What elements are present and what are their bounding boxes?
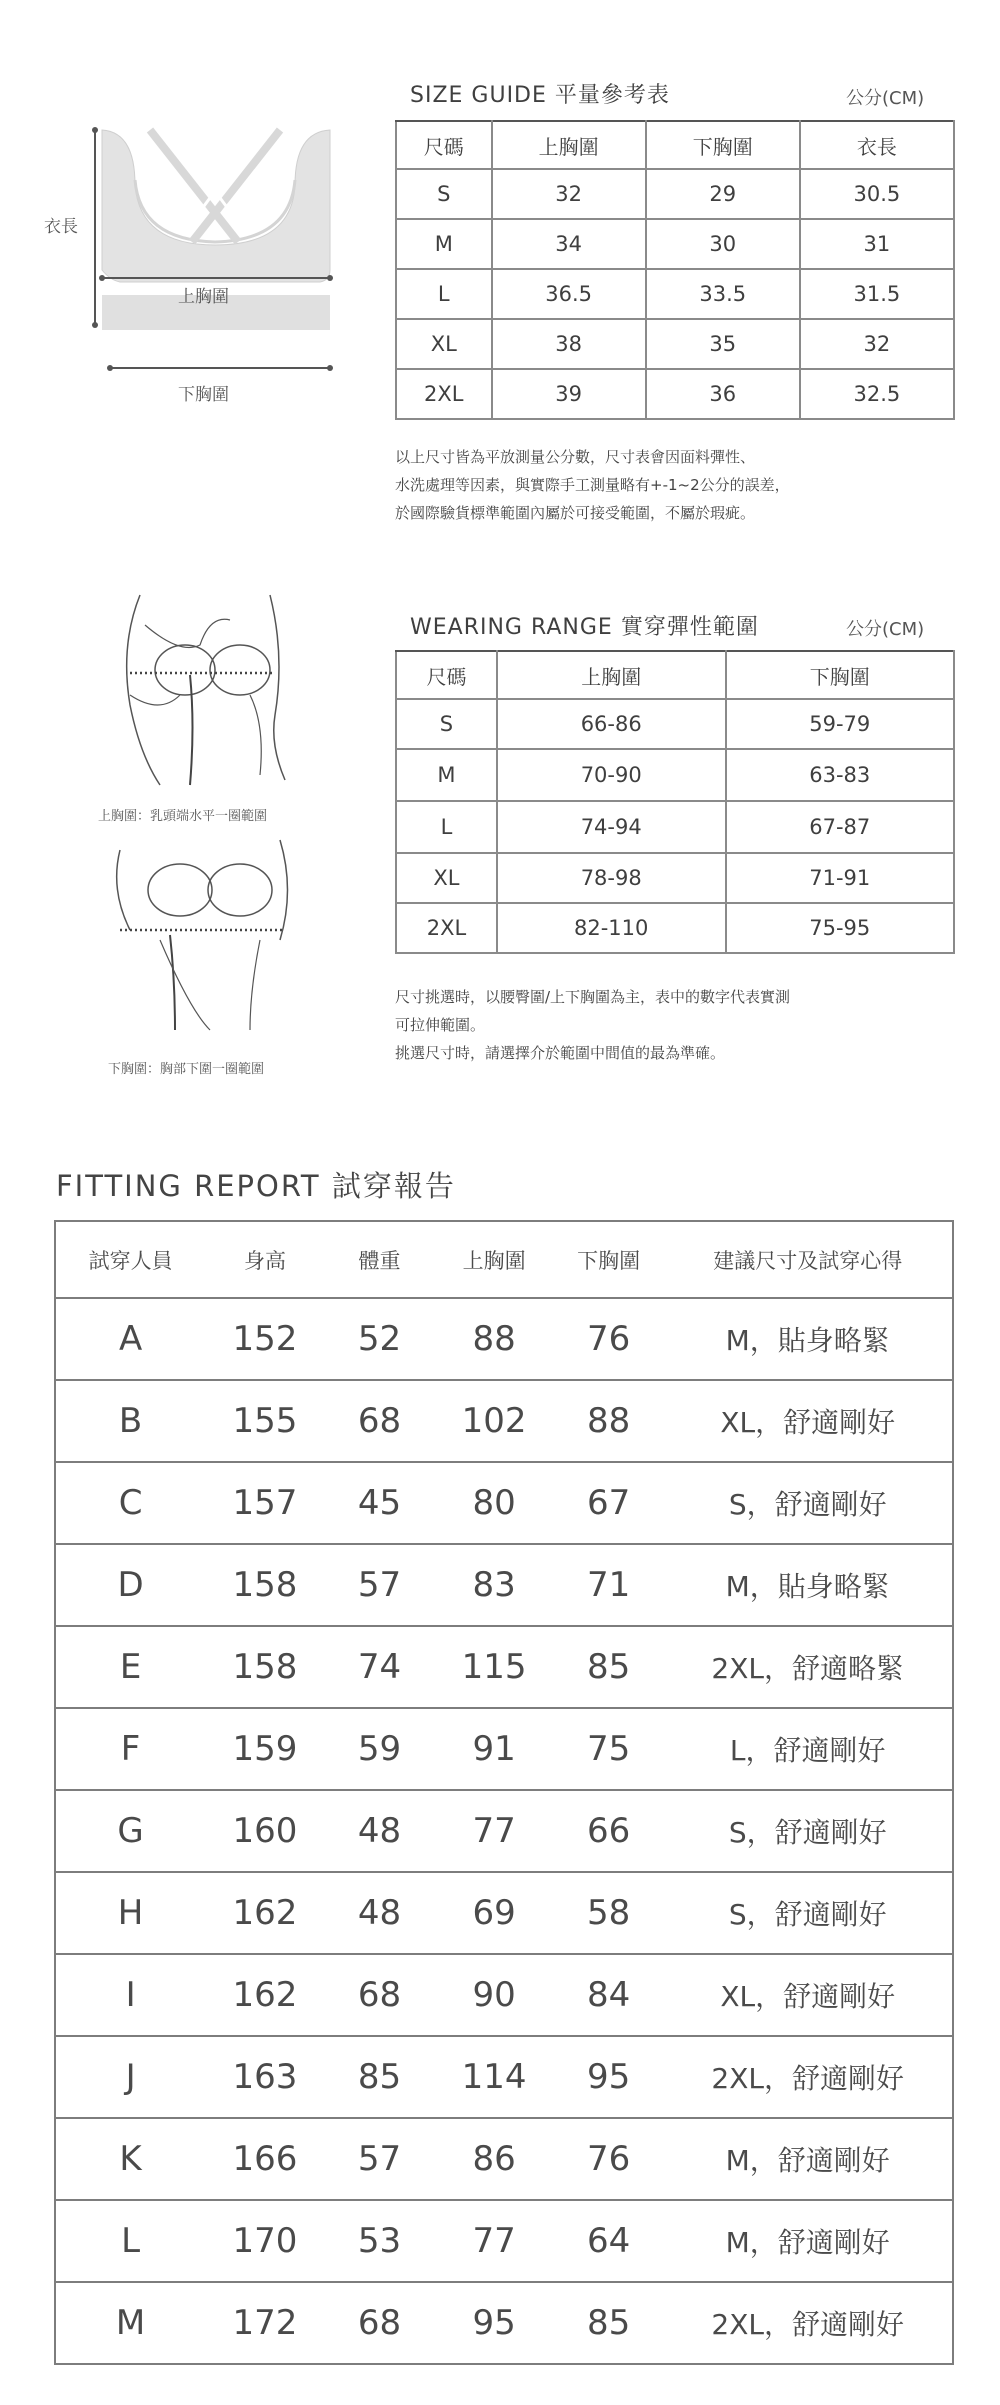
cell: 38 [492,319,646,369]
table-header-row [396,651,954,699]
header-underbust: 下胸圍 [726,651,955,699]
note-line: 以上尺寸皆為平放測量公分數，尺寸表會因面料彈性、 [395,448,756,466]
wearing-range-unit: 公分(CM) [846,619,925,640]
cell: F [55,1708,205,1790]
cell: L [396,801,497,853]
cell: 68 [325,1954,435,2036]
size-guide-table [395,120,955,420]
cell: XL [396,853,497,903]
cell: L，舒適剛好 [663,1708,953,1790]
cell: H [55,1872,205,1954]
table-row [55,1790,953,1872]
note-line: 挑選尺寸時，請選擇介於範圍中間值的最為準確。 [395,1044,726,1062]
cell: 155 [205,1380,325,1462]
cell: 69 [434,1872,554,1954]
cell: 59-79 [726,699,955,749]
table-row [55,2200,953,2282]
table-row [396,269,954,319]
cell: D [55,1544,205,1626]
bust-label: 上胸圍 [178,287,229,307]
cell: 83 [434,1544,554,1626]
cell: 48 [325,1790,435,1872]
cell: 64 [554,2200,664,2282]
cell: S [396,699,497,749]
cell: 48 [325,1872,435,1954]
cell: XL，舒適剛好 [663,1954,953,2036]
table-row [55,1544,953,1626]
table-row [55,1380,953,1462]
fitting-report-title: FITTING REPORT 試穿報告 [56,1169,456,1203]
cell: 31 [800,219,954,269]
table-row [55,1708,953,1790]
header-recommendation: 建議尺寸及試穿心得 [663,1221,953,1298]
cell: 2XL，舒適略緊 [663,1626,953,1708]
cell: 66-86 [497,699,726,749]
size-guide-title: SIZE GUIDE 平量參考表 [410,83,670,108]
note-line: 尺寸挑選時，以腰臀圍/上下胸圍為主，表中的數字代表實測 [395,988,791,1006]
table-row [396,801,954,853]
header-size: 尺碼 [396,651,497,699]
cell: I [55,1954,205,2036]
bust-measure-illustration [100,585,320,795]
cell: 160 [205,1790,325,1872]
cell: 162 [205,1872,325,1954]
cell: 85 [554,2282,664,2364]
cell: 159 [205,1708,325,1790]
bra-measurement-diagram [40,120,360,400]
cell: B [55,1380,205,1462]
cell: 32.5 [800,369,954,419]
underbust-label: 下胸圍 [178,385,229,405]
table-row [55,1298,953,1380]
table-row [396,853,954,903]
cell: 36 [646,369,800,419]
cell: 2XL，舒適剛好 [663,2036,953,2118]
cell: S，舒適剛好 [663,1462,953,1544]
table-row [396,319,954,369]
cell: 35 [646,319,800,369]
cell: 172 [205,2282,325,2364]
header-underbust: 下胸圍 [554,1221,664,1298]
cell: G [55,1790,205,1872]
bust-caption: 上胸圍：乳頭端水平一圈範圍 [98,809,268,824]
cell: 162 [205,1954,325,2036]
cell: M [396,219,492,269]
table-row [55,1872,953,1954]
cell: M [396,749,497,801]
cell: S，舒適剛好 [663,1790,953,1872]
cell: 59 [325,1708,435,1790]
cell: 157 [205,1462,325,1544]
size-guide-unit: 公分(CM) [846,88,925,109]
cell: 82-110 [497,903,726,953]
cell: 71-91 [726,853,955,903]
note-line: 可拉伸範圍。 [395,1016,486,1034]
cell: 2XL [396,903,497,953]
cell: 152 [205,1298,325,1380]
cell: XL，舒適剛好 [663,1380,953,1462]
header-length: 衣長 [800,121,954,169]
cell: M，貼身略緊 [663,1298,953,1380]
cell: C [55,1462,205,1544]
cell: A [55,1298,205,1380]
cell: K [55,2118,205,2200]
cell: 39 [492,369,646,419]
cell: 85 [325,2036,435,2118]
table-row [55,2282,953,2364]
table-row [55,1626,953,1708]
table-header-row [55,1221,953,1298]
cell: 84 [554,1954,664,2036]
cell: 63-83 [726,749,955,801]
header-underbust: 下胸圍 [646,121,800,169]
table-row [55,1462,953,1544]
cell: L [55,2200,205,2282]
wearing-range-notes [395,983,790,1067]
cell: 36.5 [492,269,646,319]
cell: 158 [205,1544,325,1626]
table-row [396,749,954,801]
cell: 95 [434,2282,554,2364]
cell: 166 [205,2118,325,2200]
cell: 33.5 [646,269,800,319]
cell: 77 [434,2200,554,2282]
note-line: 於國際驗貨標準範圍內屬於可接受範圍，不屬於瑕疵。 [395,504,756,522]
cell: M，舒適剛好 [663,2118,953,2200]
table-row [396,699,954,749]
header-weight: 體重 [325,1221,435,1298]
cell: 77 [434,1790,554,1872]
cell: L [396,269,492,319]
cell: 71 [554,1544,664,1626]
length-label: 衣長 [44,217,78,237]
cell: 53 [325,2200,435,2282]
cell: 74-94 [497,801,726,853]
cell: M，貼身略緊 [663,1544,953,1626]
cell: 91 [434,1708,554,1790]
cell: E [55,1626,205,1708]
table-row [396,369,954,419]
cell: 58 [554,1872,664,1954]
table-row [396,903,954,953]
header-size: 尺碼 [396,121,492,169]
wearing-range-title: WEARING RANGE 實穿彈性範圍 [410,615,759,640]
cell: 114 [434,2036,554,2118]
header-height: 身高 [205,1221,325,1298]
cell: 68 [325,2282,435,2364]
cell: 74 [325,1626,435,1708]
cell: 32 [800,319,954,369]
cell: 67 [554,1462,664,1544]
cell: 86 [434,2118,554,2200]
cell: 90 [434,1954,554,2036]
cell: 115 [434,1626,554,1708]
wearing-range-table [395,650,955,954]
cell: 30 [646,219,800,269]
cell: 163 [205,2036,325,2118]
underbust-measure-illustration [100,830,320,1040]
cell: M [55,2282,205,2364]
size-guide-notes [395,443,790,527]
cell: 88 [554,1380,664,1462]
header-bust: 上胸圍 [434,1221,554,1298]
cell: 76 [554,2118,664,2200]
cell: 158 [205,1626,325,1708]
cell: 66 [554,1790,664,1872]
cell: 30.5 [800,169,954,219]
cell: 70-90 [497,749,726,801]
cell: 57 [325,1544,435,1626]
cell: M，舒適剛好 [663,2200,953,2282]
header-bust: 上胸圍 [497,651,726,699]
cell: 32 [492,169,646,219]
table-row [396,219,954,269]
table-row [55,1954,953,2036]
cell: 57 [325,2118,435,2200]
cell: 45 [325,1462,435,1544]
cell: 34 [492,219,646,269]
table-row [396,169,954,219]
cell: J [55,2036,205,2118]
cell: 170 [205,2200,325,2282]
cell: 29 [646,169,800,219]
cell: 80 [434,1462,554,1544]
fitting-report-table [54,1220,954,2365]
header-tester: 試穿人員 [55,1221,205,1298]
cell: 2XL，舒適剛好 [663,2282,953,2364]
cell: 52 [325,1298,435,1380]
cell: XL [396,319,492,369]
table-row [55,2036,953,2118]
cell: S [396,169,492,219]
cell: 75 [554,1708,664,1790]
cell: 31.5 [800,269,954,319]
cell: 76 [554,1298,664,1380]
table-header-row [396,121,954,169]
cell: 68 [325,1380,435,1462]
cell: S，舒適剛好 [663,1872,953,1954]
cell: 88 [434,1298,554,1380]
note-line: 水洗處理等因素，與實際手工測量略有+-1~2公分的誤差， [395,476,790,494]
header-bust: 上胸圍 [492,121,646,169]
cell: 75-95 [726,903,955,953]
cell: 2XL [396,369,492,419]
underbust-caption: 下胸圍：胸部下圍一圈範圍 [108,1062,265,1077]
cell: 102 [434,1380,554,1462]
cell: 85 [554,1626,664,1708]
cell: 95 [554,2036,664,2118]
cell: 67-87 [726,801,955,853]
cell: 78-98 [497,853,726,903]
table-row [55,2118,953,2200]
